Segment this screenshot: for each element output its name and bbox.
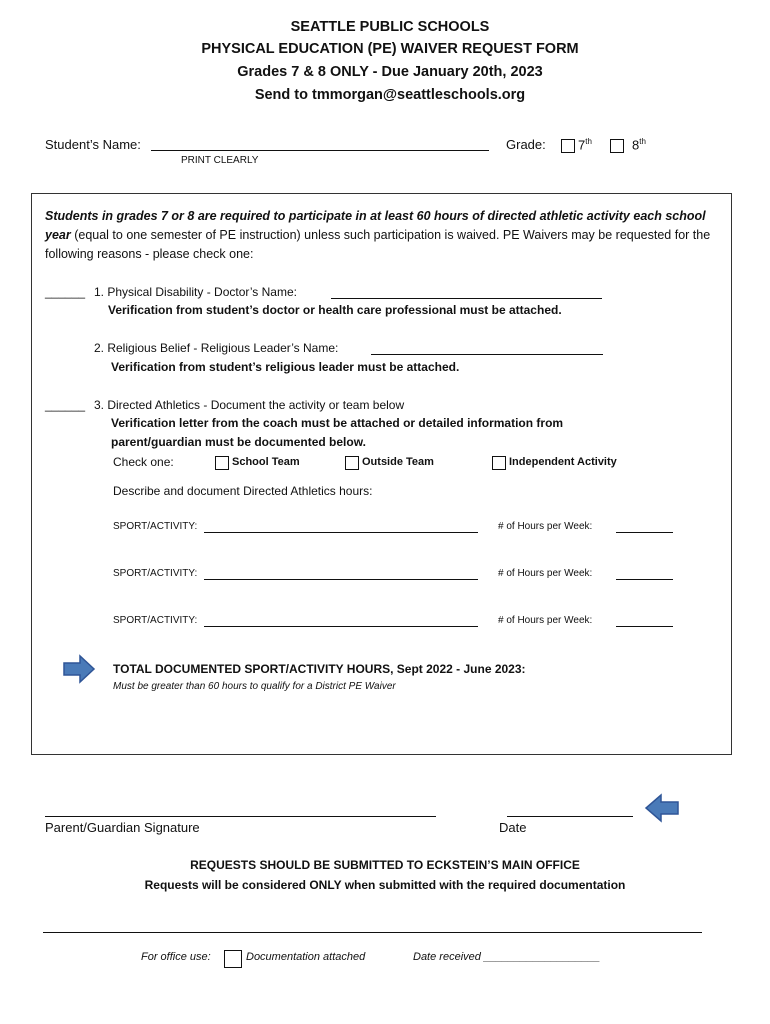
- form-title: PHYSICAL EDUCATION (PE) WAIVER REQUEST FORM: [201, 41, 579, 57]
- independent-activity-label: Independent Activity: [509, 456, 617, 468]
- intro-paragraph: [45, 207, 725, 264]
- doctor-name-field[interactable]: [333, 282, 600, 298]
- hours-per-week-label: # of Hours per Week:: [498, 521, 593, 532]
- documentation-attached-label: Documentation attached: [246, 951, 366, 963]
- reason-3-verification-1: Verification letter from the coach must be attached or detailed information from: [111, 416, 564, 430]
- parent-signature-line: [45, 816, 436, 817]
- grade-7-label: 7th: [578, 137, 592, 153]
- intro-requirement: Students in grades 7 or 8 are required to participate in at least 60 hours of directed athletic activity each school year: [45, 209, 706, 242]
- arrow-right-icon: [62, 654, 96, 684]
- documentation-attached-checkbox[interactable]: [224, 950, 242, 968]
- sport-activity-field[interactable]: [206, 516, 476, 532]
- sport-activity-field[interactable]: [206, 610, 476, 626]
- parent-signature-field[interactable]: [47, 800, 434, 816]
- religious-leader-name-field[interactable]: [373, 338, 601, 354]
- reason-1-label: 1. Physical Disability - Doctor’s Name:: [94, 285, 297, 299]
- hours-per-week-line: [616, 579, 673, 580]
- hours-per-week-label: # of Hours per Week:: [498, 568, 593, 579]
- school-team-checkbox[interactable]: [215, 456, 229, 470]
- religious-leader-name-line: [371, 354, 603, 355]
- sport-activity-label: SPORT/ACTIVITY:: [113, 615, 198, 626]
- date-line: [507, 816, 633, 817]
- doctor-name-line: [331, 298, 602, 299]
- sport-activity-line: [204, 579, 478, 580]
- reason-1-verification: Verification from student’s doctor or health care professional must be attached.: [108, 303, 562, 317]
- parent-signature-label: Parent/Guardian Signature: [45, 820, 200, 835]
- sport-activity-field[interactable]: [206, 563, 476, 579]
- date-label: Date: [499, 820, 527, 835]
- hours-per-week-field[interactable]: [618, 563, 671, 579]
- sport-activity-label: SPORT/ACTIVITY:: [113, 521, 198, 532]
- grade-7-checkbox[interactable]: [561, 139, 575, 153]
- school-team-label: School Team: [232, 456, 300, 468]
- hours-per-week-line: [616, 626, 673, 627]
- sport-activity-label: SPORT/ACTIVITY:: [113, 568, 198, 579]
- total-hours-label: TOTAL DOCUMENTED SPORT/ACTIVITY HOURS, Sept 2022 - June 2023:: [113, 662, 526, 676]
- documentation-requirement: Requests will be considered ONLY when submitted with the required documentation: [144, 878, 626, 892]
- sport-activity-line: [204, 532, 478, 533]
- header-line-1: SEATTLE PUBLIC SCHOOLS: [290, 19, 490, 35]
- total-hours-note: Must be greater than 60 hours to qualify for a District PE Waiver: [113, 681, 396, 692]
- reason-3-check-blank[interactable]: ______: [45, 398, 86, 412]
- office-use-divider: [43, 932, 702, 933]
- office-use-label: For office use:: [141, 951, 211, 963]
- date-field[interactable]: [509, 800, 631, 816]
- reason-2-label: 2. Religious Belief - Religious Leader’s Name:: [94, 341, 339, 355]
- hours-per-week-label: # of Hours per Week:: [498, 615, 593, 626]
- arrow-left-icon: [644, 792, 680, 824]
- sport-activity-line: [204, 626, 478, 627]
- grade-label: Grade:: [506, 137, 546, 152]
- reason-3-verification-2: parent/guardian must be documented below.: [111, 435, 366, 449]
- student-name-field[interactable]: [153, 134, 487, 150]
- reason-1-check-blank[interactable]: ______: [45, 285, 86, 299]
- hours-per-week-field[interactable]: [618, 516, 671, 532]
- header-grades-due: Grades 7 & 8 ONLY - Due January 20th, 2023: [237, 64, 543, 80]
- outside-team-checkbox[interactable]: [345, 456, 359, 470]
- describe-hours-label: Describe and document Directed Athletics hours:: [113, 484, 373, 498]
- header-send-to: Send to tmmorgan@seattleschools.org: [254, 87, 526, 103]
- hours-per-week-field[interactable]: [618, 610, 671, 626]
- date-received-label: Date received ___________________: [413, 951, 601, 963]
- grade-8-label: 8th: [632, 137, 646, 153]
- hours-per-week-line: [616, 532, 673, 533]
- intro-rest: (equal to one semester of PE instruction) unless such participation is waived. PE Waivers may be requested for the following reasons - please check one:: [45, 228, 711, 261]
- reason-2-verification: Verification from student’s religious leader must be attached.: [111, 360, 460, 374]
- submit-instruction: REQUESTS SHOULD BE SUBMITTED TO ECKSTEIN’S MAIN OFFICE: [190, 858, 580, 872]
- print-clearly-note: PRINT CLEARLY: [181, 155, 259, 166]
- grade-8-checkbox[interactable]: [610, 139, 624, 153]
- student-name-label: Student’s Name:: [45, 137, 141, 152]
- outside-team-label: Outside Team: [362, 456, 434, 468]
- check-one-label: Check one:: [113, 455, 174, 469]
- independent-activity-checkbox[interactable]: [492, 456, 506, 470]
- reason-3-label: 3. Directed Athletics - Document the activity or team below: [94, 398, 405, 412]
- student-name-line: [151, 150, 489, 151]
